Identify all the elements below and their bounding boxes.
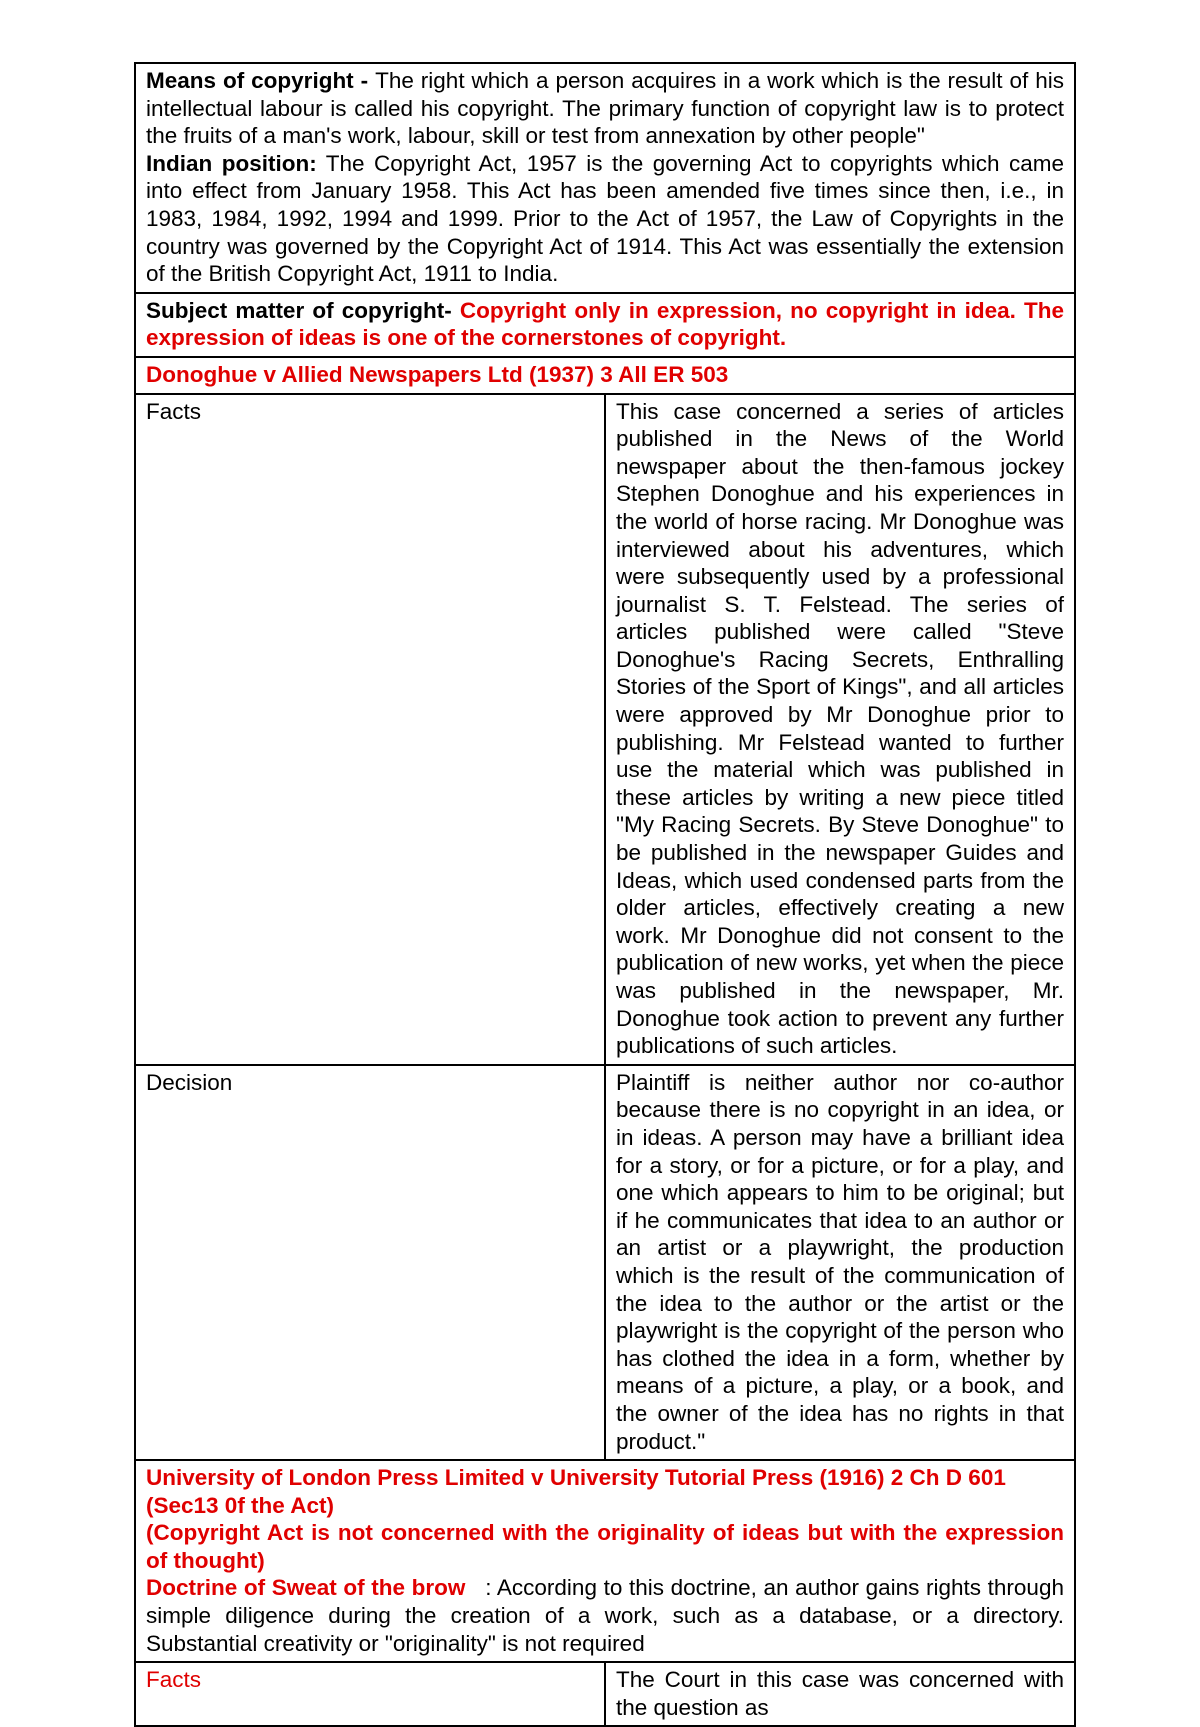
case2-facts-text: The Court in this case was concerned with the question as xyxy=(605,1662,1075,1726)
table-row xyxy=(135,1460,1075,1662)
subject-heading: Subject matter of copyright- xyxy=(146,297,460,323)
case2-header-cell xyxy=(135,1460,1075,1662)
case1-decision-text: Plaintiff is neither author nor co-author because there is no copyright in an idea, or in ideas. A person may have a brilliant idea for a story, or for a picture, or for a play, and one which appears to him to be original; but if he communicates that idea to an author or an artist or a playwright, the production which is the result of the communication of the idea to the author or the artist or the playwright is the copyright of the person who has clothed the idea in a form, whether by means of a picture, a play, or a book, and the owner of the idea has no rights in that product." xyxy=(605,1065,1075,1460)
table-row xyxy=(135,1065,1075,1460)
case2-facts-label: Facts xyxy=(135,1662,605,1726)
table-row xyxy=(135,293,1075,357)
means-of-copyright-cell xyxy=(135,63,1075,293)
case2-section-ref: (Sec13 0f the Act) xyxy=(146,1492,334,1518)
table-row xyxy=(135,394,1075,1065)
table-row xyxy=(135,357,1075,394)
case1-facts-label: Facts xyxy=(135,394,605,1065)
doctrine-paragraph xyxy=(146,1574,1071,1657)
doctrine-heading: Doctrine of Sweat of the brow xyxy=(146,1575,466,1601)
indian-text: The Copyright Act, 1957 is the governing Act to copyrights which came into effect from January 1958. This Act has been amended five times since then, i.e., in 1983, 1984, 1992, 1994 and 1999. Prior to the Act of 1957, the Law of Copyrights in the country was governed by the Copyright Act of 1914. This Act was essentially the extension of the British Copyright Act, 1911 to India. xyxy=(146,150,1065,287)
table-row xyxy=(135,63,1075,293)
case1-decision-label: Decision xyxy=(135,1065,605,1460)
document-page xyxy=(134,62,1076,1727)
case2-title: University of London Press Limited v University Tutorial Press (1916) 2 Ch D 601 xyxy=(146,1465,1006,1491)
case1-facts-text: This case concerned a series of articles published in the News of the World newspaper about the then-famous jockey Stephen Donoghue and his experiences in the world of horse racing. Mr Donoghue was interviewed about his adventures, which were subsequently used by a professional journalist S. T. Felstead. The series of articles published were called "Steve Donoghue's Racing Secrets, Enthralling Stories of the Sport of Kings", and all articles were approved by Mr Donoghue prior to publishing. Mr Felstead wanted to further use the material which was published in these articles by writing a new piece titled "My Racing Secrets. By Steve Donoghue" to be published in the newspaper Guides and Ideas, which used condensed parts from the older articles, effectively creating a new work. Mr Donoghue did not consent to the publication of new works, yet when the piece was published in the newspaper, Mr. Donoghue took action to prevent any further publications of such articles. xyxy=(605,394,1075,1065)
means-text: The right which a person acquires in a work which is the result of his intellectual labour is called his copyright. The primary function of copyright law is to protect the fruits of a man's work, labour, skill or test from annexation by other people" xyxy=(146,68,1064,149)
means-heading: Means of copyright - xyxy=(146,68,376,93)
case2-principle: (Copyright Act is not concerned with the originality of ideas but with the expression of thought) xyxy=(146,1520,1064,1573)
case1-title: Donoghue v Allied Newspapers Ltd (1937) 3 All ER 503 xyxy=(146,361,729,387)
table-row xyxy=(135,1662,1075,1726)
doctrine-text: : According to this doctrine, an author gains rights through simple diligence during the creation of a work, such as a database, or a directory. Substantial creativity or "originality" is not required xyxy=(146,1575,1071,1656)
indian-position-paragraph xyxy=(146,150,1064,288)
subject-matter-cell xyxy=(135,293,1075,357)
indian-heading: Indian position: xyxy=(146,150,317,176)
notes-table xyxy=(134,62,1076,1727)
case1-title-cell xyxy=(135,357,1075,394)
subject-text: Copyright only in expression, no copyright in idea. The expression of ideas is one of the cornerstones of copyright. xyxy=(146,297,1065,351)
